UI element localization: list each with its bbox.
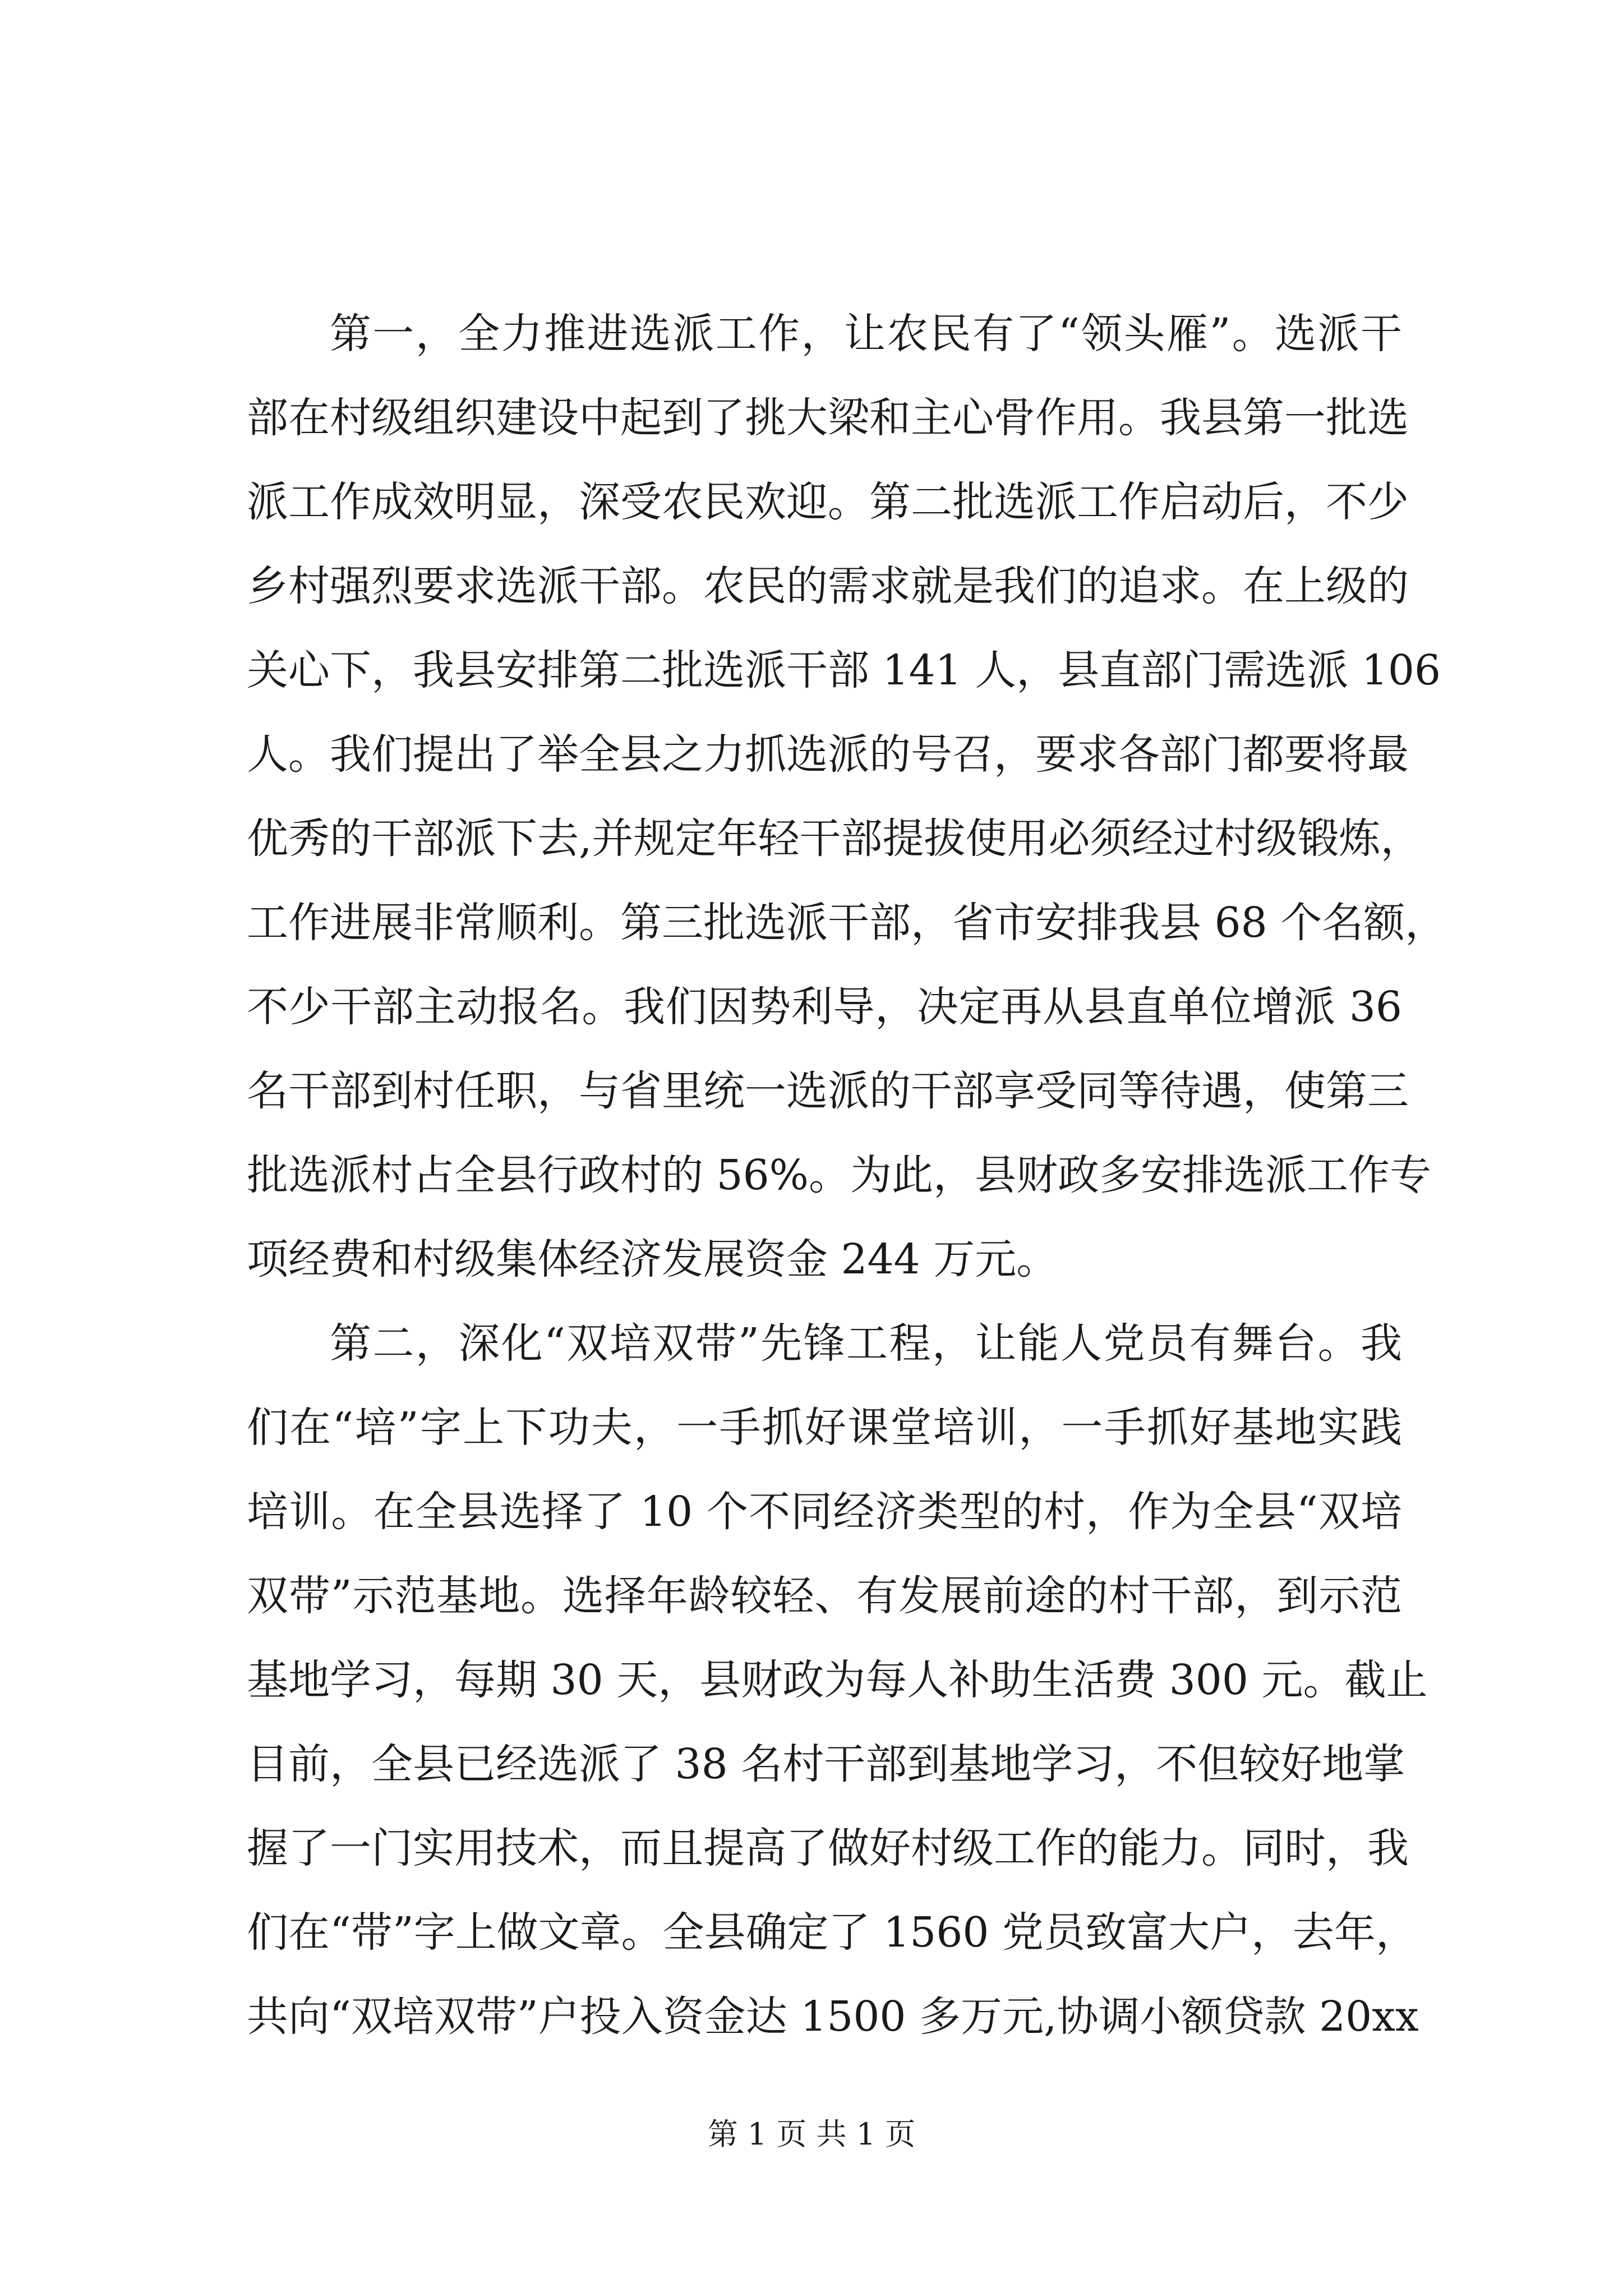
paragraph-2-line: 第二，深化“双培双带”先锋工程，让能人党员有舞台。我 bbox=[330, 1319, 1402, 1368]
paragraph-1-line: 部在村级组织建设中起到了挑大梁和主心骨作用。我县第一批选 bbox=[247, 394, 1409, 442]
paragraph-1-line: 项经费和村级集体经济发展资金 244 万元。 bbox=[247, 1235, 1058, 1283]
paragraph-1-line: 乡村强烈要求选派干部。农民的需求就是我们的追求。在上级的 bbox=[247, 562, 1409, 610]
paragraph-2-line: 共向“双培双带”户投入资金达 1500 多万元,协调小额贷款 20xx bbox=[247, 1993, 1419, 2041]
paragraph-1-line: 第一，全力推进选派工作，让农民有了“领头雁”。选派干 bbox=[330, 310, 1402, 358]
paragraph-2-line: 们在“带”字上做文章。全县确定了 1560 党员致富大户，去年， bbox=[247, 1908, 1418, 1957]
paragraph-2-line: 双带”示范基地。选择年龄较轻、有发展前途的村干部，到示范 bbox=[247, 1572, 1402, 1620]
paragraph-1-line: 优秀的干部派下去,并规定年轻干部提拔使用必须经过村级锻炼， bbox=[247, 815, 1422, 863]
paragraph-1-line: 批选派村占全县行政村的 56%。为此，县财政多安排选派工作专 bbox=[247, 1151, 1431, 1199]
paragraph-2-line: 基地学习，每期 30 天，县财政为每人补助生活费 300 元。截止 bbox=[247, 1656, 1428, 1704]
paragraph-2-line: 培训。在全县选择了 10 个不同经济类型的村，作为全县“双培 bbox=[247, 1488, 1402, 1536]
paragraph-1-line: 派工作成效明显，深受农民欢迎。第二批选派工作启动后，不少 bbox=[247, 478, 1409, 526]
paragraph-2-line: 握了一门实用技术，而且提高了做好村级工作的能力。同时，我 bbox=[247, 1824, 1409, 1872]
paragraph-1-line: 关心下，我县安排第二批选派干部 141 人，县直部门需选派 106 bbox=[247, 646, 1441, 694]
paragraph-2-line: 目前，全县已经选派了 38 名村干部到基地学习，不但较好地掌 bbox=[247, 1740, 1405, 1788]
document-body bbox=[247, 292, 1447, 2059]
paragraph-1-line: 工作进展非常顺利。第三批选派干部，省市安排我县 68 个名额， bbox=[247, 899, 1447, 947]
paragraph-1-line: 人。我们提出了举全县之力抓选派的号召，要求各部门都要将最 bbox=[247, 730, 1409, 779]
paragraph-1-line: 不少干部主动报名。我们因势利导，决定再从县直单位增派 36 bbox=[247, 983, 1402, 1031]
paragraph-2-line: 们在“培”字上下功夫，一手抓好课堂培训，一手抓好基地实践 bbox=[247, 1404, 1402, 1452]
paragraph-1-line: 名干部到村任职，与省里统一选派的干部享受同等待遇，使第三 bbox=[247, 1067, 1409, 1115]
page-footer: 第 1 页 共 1 页 bbox=[707, 2116, 916, 2152]
